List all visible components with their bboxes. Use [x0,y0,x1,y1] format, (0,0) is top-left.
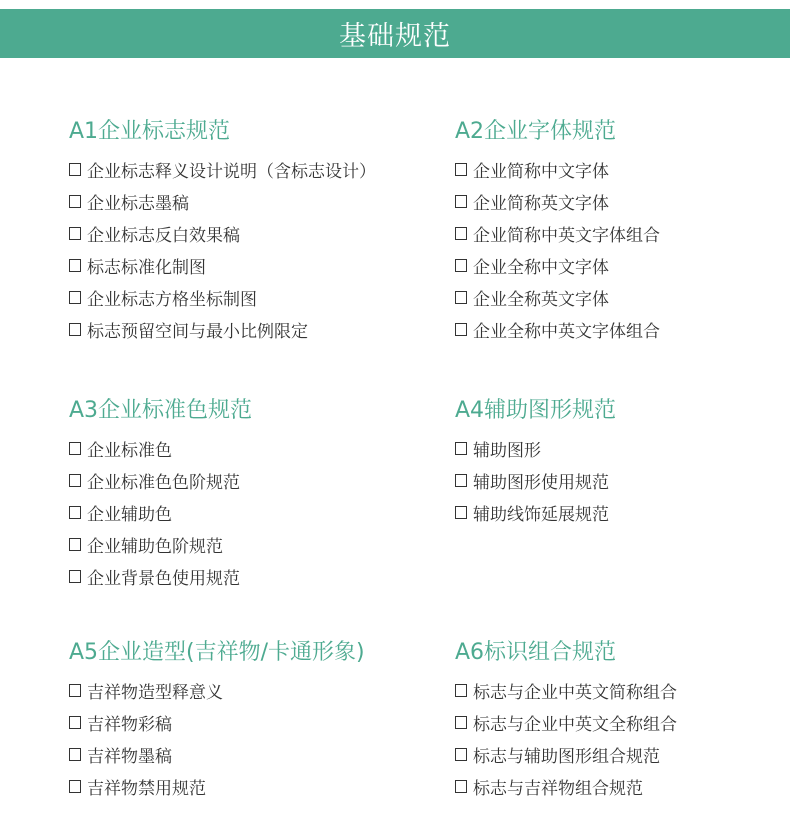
section-title: A3企业标准色规范 [69,398,253,423]
list-item[interactable] [455,217,660,249]
checkbox[interactable] [69,163,81,176]
checkbox[interactable] [69,570,81,583]
item-label: 企业简称英文字体 [473,193,609,214]
item-label: 吉祥物禁用规范 [87,778,206,799]
item-label: 标志与企业中英文全称组合 [473,714,677,735]
item-label: 吉祥物造型释意义 [87,682,223,703]
section-item-list [69,432,252,592]
item-label: 企业辅助色阶规范 [87,536,223,557]
section-item-list [69,153,376,345]
page-title: 基础规范 [339,21,451,52]
item-label: 辅助图形 [473,440,541,461]
section-item-list [455,674,677,802]
list-item[interactable] [69,432,252,464]
checkbox[interactable] [455,474,467,487]
section-title: A4辅助图形规范 [455,398,617,423]
list-item[interactable] [69,313,376,345]
checkbox[interactable] [69,506,81,519]
checkbox[interactable] [455,716,467,729]
list-item[interactable] [69,770,365,802]
list-item[interactable] [69,674,365,706]
section-title: A5企业造型(吉祥物/卡通形象) [69,640,365,665]
section-item-list [455,153,660,345]
section-title: A2企业字体规范 [455,119,617,144]
checkbox[interactable] [69,538,81,551]
checkbox[interactable] [69,195,81,208]
checkbox[interactable] [69,227,81,240]
list-item[interactable] [69,185,376,217]
checkbox[interactable] [455,323,467,336]
section-item-list [455,432,616,528]
list-item[interactable] [455,153,660,185]
item-label: 企业全称中英文字体组合 [473,321,660,342]
list-item[interactable] [455,281,660,313]
list-item[interactable] [455,464,616,496]
item-label: 标志预留空间与最小比例限定 [87,321,308,342]
list-item[interactable] [69,560,252,592]
list-item[interactable] [455,496,616,528]
item-label: 企业标准色 [87,440,172,461]
checkbox[interactable] [455,748,467,761]
section-item-list [69,674,365,802]
list-item[interactable] [455,185,660,217]
section-title: A1企业标志规范 [69,119,231,144]
item-label: 标志与辅助图形组合规范 [473,746,660,767]
section-a1-logo-spec [69,118,376,345]
checkbox[interactable] [69,716,81,729]
list-item[interactable] [69,706,365,738]
item-label: 企业标志方格坐标制图 [87,289,257,310]
checkbox[interactable] [69,780,81,793]
item-label: 标志与企业中英文简称组合 [473,682,677,703]
checkbox[interactable] [455,163,467,176]
section-a2-font-spec [455,118,660,345]
checkbox[interactable] [455,259,467,272]
checkbox[interactable] [455,506,467,519]
checkbox[interactable] [455,291,467,304]
item-label: 企业标准色色阶规范 [87,472,240,493]
checkbox[interactable] [455,442,467,455]
list-item[interactable] [69,738,365,770]
list-item[interactable] [69,217,376,249]
item-label: 企业辅助色 [87,504,172,525]
list-item[interactable] [69,496,252,528]
item-label: 企业全称英文字体 [473,289,609,310]
list-item[interactable] [455,313,660,345]
list-item[interactable] [69,281,376,313]
checkbox[interactable] [69,748,81,761]
checkbox[interactable] [455,684,467,697]
item-label: 吉祥物墨稿 [87,746,172,767]
section-a3-color-spec [69,397,252,592]
item-label: 企业标志释义设计说明（含标志设计） [87,161,376,182]
checkbox[interactable] [69,323,81,336]
list-item[interactable] [69,464,252,496]
section-a6-combination-spec [455,639,677,802]
item-label: 标志标准化制图 [87,257,206,278]
list-item[interactable] [455,770,677,802]
item-label: 企业标志墨稿 [87,193,189,214]
item-label: 吉祥物彩稿 [87,714,172,735]
item-label: 企业背景色使用规范 [87,568,240,589]
checkbox[interactable] [455,195,467,208]
checkbox[interactable] [69,291,81,304]
section-a4-graphic-spec [455,397,616,528]
list-item[interactable] [69,528,252,560]
item-label: 辅助图形使用规范 [473,472,609,493]
list-item[interactable] [455,432,616,464]
checkbox[interactable] [69,684,81,697]
checkbox[interactable] [69,474,81,487]
item-label: 企业简称中文字体 [473,161,609,182]
item-label: 企业全称中文字体 [473,257,609,278]
header-bar [0,9,790,58]
section-a5-mascot-spec [69,639,365,802]
list-item[interactable] [455,706,677,738]
list-item[interactable] [455,738,677,770]
checkbox[interactable] [455,780,467,793]
list-item[interactable] [455,249,660,281]
list-item[interactable] [69,249,376,281]
checkbox[interactable] [455,227,467,240]
list-item[interactable] [455,674,677,706]
list-item[interactable] [69,153,376,185]
item-label: 企业标志反白效果稿 [87,225,240,246]
checkbox[interactable] [69,259,81,272]
item-label: 辅助线饰延展规范 [473,504,609,525]
checkbox[interactable] [69,442,81,455]
item-label: 企业简称中英文字体组合 [473,225,660,246]
section-title: A6标识组合规范 [455,640,617,665]
item-label: 标志与吉祥物组合规范 [473,778,643,799]
